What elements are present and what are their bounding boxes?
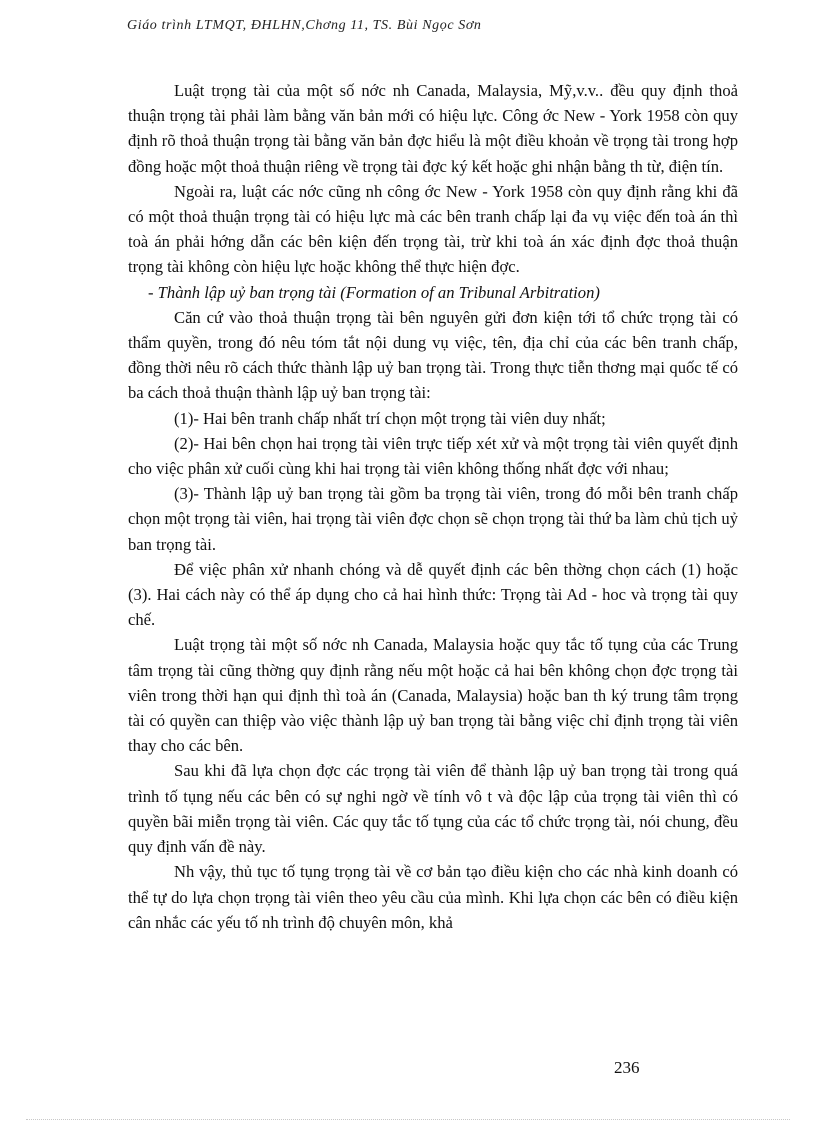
running-header: Giáo trình LTMQT, ĐHLHN,Chơng 11, TS. Bùi Ngọc Sơn xyxy=(127,18,482,33)
paragraph: Để việc phân xử nhanh chóng và dễ quyết định các bên thờng chọn cách (1) hoặc (3). Hai cách này có thể áp dụng cho cả hai hình thức: Trọng tài Ad - hoc và trọng tài quy chế. xyxy=(128,559,738,630)
paragraph: Luật trọng tài một số nớc nh Canada, Malaysia hoặc quy tắc tố tụng của các Trung tâm trọng tài cũng thờng quy định rằng nếu một hoặc cả hai bên không chọn đợc trọng tài viên trong thời hạn qui định thì toà án (Canada, Malaysia) hoặc ban th ký trung tâm trọng tài có quyền can thiệp vào việc thành lập uỷ ban trọng tài bằng việc chỉ định trọng tài viên thay cho các bên. xyxy=(128,635,738,756)
page-bottom-divider xyxy=(26,1119,790,1120)
paragraph: Ngoài ra, luật các nớc cũng nh công ớc New - York 1958 còn quy định rằng khi đã có một thoả thuận trọng tài có hiệu lực mà các bên tranh chấp lại đa vụ việc đến toà án thì toà án phải hớng dẫn các bên kiện đến trọng tài, trừ khi toà án xác định đợc thoả thuận trọng tài không còn hiệu lực hoặc không thể thực hiện đợc. xyxy=(128,181,738,277)
section-subheading: - Thành lập uỷ ban trọng tài (Formation of an Tribunal Arbitration) xyxy=(148,282,600,302)
list-item: (1)- Hai bên tranh chấp nhất trí chọn một trọng tài viên duy nhất; xyxy=(174,408,606,428)
body-text xyxy=(128,78,738,935)
paragraph: Nh vậy, thủ tục tố tụng trọng tài về cơ bản tạo điều kiện cho các nhà kinh doanh có thể tự do lựa chọn trọng tài viên theo yêu cầu của mình. Khi lựa chọn các bên có điều kiện cân nhắc các yếu tố nh trình độ chuyên môn, khả xyxy=(128,862,738,932)
list-item: (3)- Thành lập uỷ ban trọng tài gồm ba trọng tài viên, trong đó mỗi bên tranh chấp chọn một trọng tài viên, hai trọng tài viên đợc chọn sẽ chọn trọng tài thứ ba làm chủ tịch uỷ ban trọng tài. xyxy=(128,484,738,554)
paragraph: Sau khi đã lựa chọn đợc các trọng tài viên để thành lập uỷ ban trọng tài trong quá trình tố tụng nếu các bên có sự nghi ngờ về tính vô t và độc lập của trọng tài viên thì có quyền bãi miễn trọng tài viên. Các quy tắc tố tụng của các tổ chức trọng tài, nói chung, đều quy định vấn đề này. xyxy=(128,761,738,857)
list-item: (2)- Hai bên chọn hai trọng tài viên trực tiếp xét xử và một trọng tài viên quyết định cho việc phân xử cuối cùng khi hai trọng tài viên không thống nhất đợc với nhau; xyxy=(128,433,738,479)
page-number: 236 xyxy=(614,1058,640,1077)
paragraph: Căn cứ vào thoả thuận trọng tài bên nguyên gửi đơn kiện tới tổ chức trọng tài có thẩm quyền, trong đó nêu tóm tắt nội dung vụ việc, tên, địa chỉ của các bên tranh chấp, đồng thời nêu rõ cách thức thành lập uỷ ban trọng tài. Trong thực tiễn thơng mại quốc tế có ba cách thoả thuận thành lập uỷ ban trọng tài: xyxy=(128,307,738,403)
paragraph: Luật trọng tài của một số nớc nh Canada, Malaysia, Mỹ,v.v.. đều quy định thoả thuận trọng tài phải làm bằng văn bản mới có hiệu lực. Công ớc New - York 1958 còn quy định rõ thoả thuận trọng tài bằng văn bản đợc hiểu là một điều khoản về trọng tài trong hợp đồng hoặc một thoả thuận riêng về trọng tài đợc ký kết hoặc ghi nhận bằng th từ, điện tín. xyxy=(128,81,738,176)
